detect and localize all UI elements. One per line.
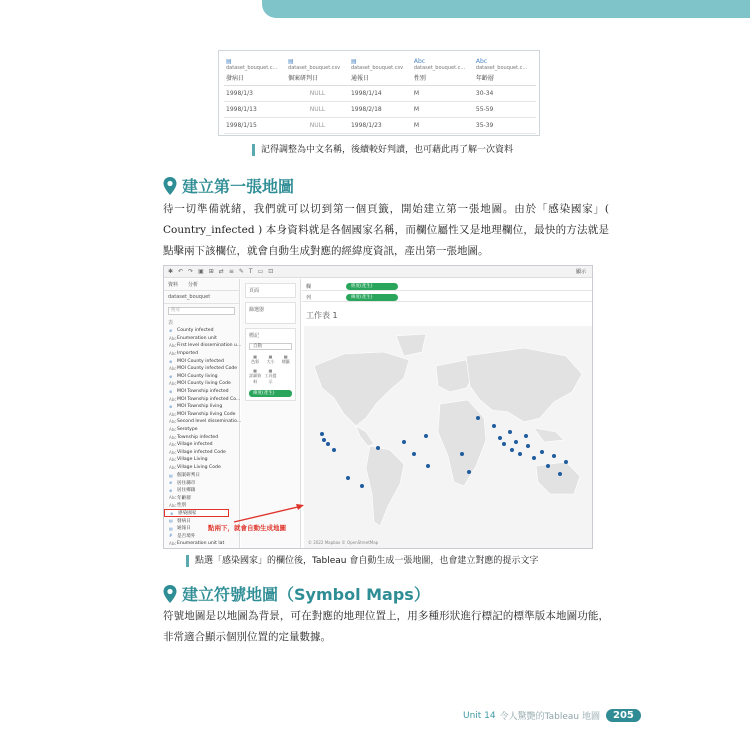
field-item[interactable] [164,441,239,449]
marks-card [245,328,296,401]
table-cell: NULL [286,118,349,134]
field-type-icon: ▤ [350,58,357,65]
table-cell: M [412,102,474,118]
save-icon[interactable]: ▣ [198,268,204,275]
columns-shelf-label: 欄 [306,283,312,290]
field-name: Second level disseminatio... [177,419,242,425]
field-item[interactable] [164,388,239,396]
field-name: Village infected Code [177,449,226,455]
header-band [262,0,750,18]
present-icon[interactable]: ⊡ [268,268,274,275]
field-name: 感染國家 [178,511,197,517]
field-item[interactable] [164,479,239,487]
field-item[interactable] [164,464,239,472]
country-mark[interactable] [558,472,562,476]
field-type-icon: Abc [169,442,177,448]
mark-button[interactable] [280,354,292,365]
field-type-icon: Abc [169,411,177,417]
field-type-icon: # [169,533,173,539]
field-name: 發病日 [177,518,191,524]
mark-button-label: 標籤 [281,359,290,364]
column-header[interactable] [224,58,286,86]
mark-button-icon: ▦ [253,354,258,359]
country-mark[interactable] [526,444,530,448]
column-name: 發病日 [226,75,245,82]
column-header[interactable] [412,58,474,86]
table-cell: 30-34 [474,86,536,102]
field-type-icon: Abc [413,58,426,65]
country-mark[interactable] [460,452,464,456]
undo-icon[interactable]: ↶ [178,268,184,275]
field-name: 個案研判日 [177,473,200,479]
country-mark[interactable] [508,430,512,434]
country-mark[interactable] [514,440,518,444]
field-name: 年齡層 [177,495,191,501]
field-name: MOI Township living [177,404,223,410]
section-title: 建立第一張地圖 [182,177,295,196]
column-name: 年齡層 [475,75,494,82]
pages-label: 頁面 [249,288,260,294]
field-name: Township infected [177,434,219,440]
column-header[interactable] [474,58,536,86]
field-type-icon: ⊕ [169,404,173,410]
field-type-icon: Abc [169,495,177,501]
country-mark[interactable] [502,442,506,446]
field-name: MOI Township infected [177,389,229,395]
field-item[interactable] [164,418,242,426]
field-type-icon: ▤ [288,58,294,65]
table-cell: 1998/1/14 [349,86,412,102]
country-mark[interactable] [346,476,350,480]
mark-button-icon: ▦ [268,354,273,359]
column-name: 通報日 [350,75,369,82]
field-type-icon: ⊕ [169,358,173,364]
cards-pane [241,279,301,549]
field-item[interactable] [164,357,239,365]
table-cell: 1998/2/18 [349,102,412,118]
field-item[interactable] [164,449,239,457]
section-heading [163,174,294,197]
field-item[interactable] [164,411,239,419]
table-cell: NULL [286,102,349,118]
map-pin-icon [163,177,177,195]
field-type-icon: ▤ [169,472,173,478]
rows-shelf[interactable] [302,293,592,302]
field-item[interactable] [164,532,239,540]
field-type-icon: Abc [169,464,177,470]
page-footer [463,709,641,722]
field-name: Serotype [177,427,198,433]
country-mark[interactable] [498,436,502,440]
field-name: County infected [177,328,214,334]
field-item[interactable] [164,433,239,441]
column-source: dataset_bouquet.c... [475,65,528,71]
field-list [164,327,242,547]
column-name: 個案研判日 [288,75,319,82]
column-header[interactable] [286,58,349,86]
field-item[interactable] [164,509,229,517]
field-type-icon: Abc [169,457,177,463]
labels-icon[interactable]: T [248,268,253,275]
field-item[interactable] [164,456,239,464]
country-mark[interactable] [412,452,416,456]
field-type-icon: ▤ [169,518,173,524]
table-cell: M [412,118,474,134]
table-cell: M [412,86,474,102]
country-mark[interactable] [552,454,556,458]
country-mark[interactable] [426,464,430,468]
table-cell: NULL [286,86,349,102]
mark-button[interactable] [249,354,261,365]
field-name: MOI County infected Code [177,366,238,372]
country-mark[interactable] [492,424,496,428]
table-row [224,118,536,134]
field-name: Village infected [177,442,213,448]
field-type-icon: Abc [169,540,177,546]
sheet-title: 工作表 1 [306,311,338,320]
marks-label: 標記 [249,333,260,339]
field-type-icon: Abc [475,58,488,65]
field-name: Enumeration unit [177,335,217,341]
field-name: MOI Township living Code [177,411,236,417]
column-source: dataset_bouquet.csv [350,65,404,71]
field-type-icon: Abc [169,434,177,440]
figure-caption: 記得調整為中文名稱，後續較好判讀，也可藉此再了解一次資料 [252,144,532,156]
field-search-input[interactable]: 搜尋 [168,307,235,315]
field-type-icon: ⊕ [169,373,173,379]
figure-caption-2: 點選「感染國家」的欄位後，Tableau 會自動生成一張地圖，也會建立對應的提示文字 [186,555,586,567]
filters-card [245,302,296,324]
country-mark[interactable] [326,442,330,446]
map-credit: © 2022 Mapbox © OpenStreetMap [308,540,379,545]
field-item[interactable] [164,403,239,411]
field-name: 性別 [177,503,187,509]
data-pane-tabs [164,279,239,291]
column-name: 性別 [413,75,426,82]
show-me-button[interactable]: 顯示 [575,269,586,275]
field-item[interactable] [164,365,239,373]
field-name: 居住縣市 [177,480,196,486]
field-type-icon: Abc [169,396,177,402]
field-item[interactable] [164,327,239,335]
table-row [224,86,536,102]
field-type-icon: ⊕ [169,480,173,486]
sort-icon[interactable]: ≡ [228,268,234,275]
field-type-icon: Abc [169,381,177,387]
country-mark[interactable] [564,460,568,464]
data-preview-table [218,50,540,136]
field-item[interactable] [164,342,242,350]
tableau-logo-icon[interactable]: ✱ [168,268,174,275]
table-row [224,102,536,118]
field-type-icon: Abc [169,419,177,425]
table-cell: 1998/1/13 [224,102,286,118]
new-sheet-icon[interactable]: ⊞ [208,268,214,275]
field-type-icon: ▤ [169,525,173,531]
field-item[interactable] [164,380,239,388]
world-map [304,326,592,548]
redo-icon[interactable]: ↷ [188,268,194,275]
map-pin-icon [163,585,177,603]
mark-type-select[interactable]: 自動 [249,343,292,350]
field-name: 通報日 [177,526,191,532]
field-name: Village Living [177,457,208,463]
mark-button[interactable] [264,368,276,385]
field-type-icon: ▤ [226,58,232,65]
country-mark[interactable] [322,438,326,442]
mark-button-label: 大小 [266,359,275,364]
mark-button-icon: ▦ [283,354,288,359]
footer-title: 令人驚艷的Tableau 地圖 [499,712,600,722]
field-name: 居住鄉鎮 [177,488,196,494]
country-mark[interactable] [467,470,471,474]
fit-icon[interactable]: ▭ [257,268,264,275]
country-mark[interactable] [476,416,480,420]
field-type-icon: ⊕ [169,389,173,395]
mark-button-label: 色彩 [251,359,260,364]
table-cell: 1998/1/15 [224,118,286,134]
tab-analytics[interactable]: 分析 [188,282,199,288]
field-item[interactable] [164,471,239,479]
field-item[interactable] [164,373,239,381]
field-item[interactable] [164,502,239,510]
field-name: MOI Township infected Co... [177,396,241,402]
country-mark[interactable] [510,448,514,452]
page-number: 205 [606,709,641,722]
section-title-2: 建立符號地圖（Symbol Maps） [182,585,430,604]
body-paragraph: 待一切準備就緒，我們就可以切到第一個頁籤，開始建立第一張地圖。由於「感染國家」( Country_infected ) 本身資料就是各個國家名稱，而欄位屬性又是地理欄位，最快的方法就是點擊兩下該欄位，就會自動生成對應的經緯度資訊，產出第一張地圖。 [163,203,609,257]
rows-pill[interactable]: 緯度(產生) [346,294,398,301]
column-header[interactable] [349,58,412,86]
columns-pill[interactable]: 經度(產生) [346,283,398,290]
footer-unit: Unit 14 [463,710,496,721]
field-type-icon: Abc [169,335,177,341]
field-name: MOI County living [177,373,218,379]
filters-label: 篩選器 [249,307,265,313]
tab-data[interactable]: 資料 [168,282,179,288]
field-type-icon: Abc [169,351,177,357]
column-source: dataset_bouquet.c... [226,65,278,71]
tables-label: 表 [168,320,174,326]
field-type-icon: Abc [169,343,177,349]
country-mark[interactable] [546,464,550,468]
field-type-icon: Abc [169,427,177,433]
table-cell: 35-39 [474,118,536,134]
field-type-icon: ⊕ [170,510,174,516]
table-cell: 1998/1/23 [349,118,412,134]
data-grid [224,58,536,134]
column-source: dataset_bouquet.csv [288,65,341,71]
country-mark[interactable] [360,484,364,488]
field-item[interactable] [164,395,239,403]
field-name: Village Living Code [177,464,221,470]
field-item[interactable] [164,494,239,502]
country-mark[interactable] [376,446,380,450]
field-name: MOI County living Code [177,381,231,387]
country-mark[interactable] [532,456,536,460]
country-mark[interactable] [402,440,406,444]
mark-button[interactable] [264,354,276,365]
field-name: Enumeration unit lat [177,540,225,546]
section-heading-2 [163,582,430,605]
highlight-icon[interactable]: ✎ [238,268,244,275]
table-cell: 55-59 [474,102,536,118]
field-name: 是否境外 [177,533,196,539]
country-mark[interactable] [524,434,528,438]
toolbar [164,266,592,278]
body-paragraph-2: 符號地圖是以地圖為背景，可在對應的地理位置上，用多種形狀進行標記的標準版本地圖功能，非常適合顯示個別位置的定量數據。 [163,610,609,643]
field-name: Imported [177,351,198,357]
field-item[interactable] [164,540,239,548]
country-mark[interactable] [518,452,522,456]
field-type-icon: ⊕ [169,487,173,493]
datasource-name[interactable]: dataset_bouquet [164,291,239,304]
column-source: dataset_bouquet.c... [413,65,466,71]
mark-button-label: 工具提示 [264,373,277,384]
table-cell: 1998/1/3 [224,86,286,102]
field-type-icon: ⊕ [169,328,173,334]
mark-button[interactable] [249,368,261,385]
field-item[interactable] [164,486,239,494]
swap-icon[interactable]: ⇄ [218,268,224,275]
country-mark[interactable] [540,450,544,454]
country-mark[interactable] [320,432,324,436]
field-name: MOI County infected [177,358,224,364]
data-pane [164,279,240,549]
tableau-screenshot [163,265,593,549]
callout-text: 點兩下，就會自動生成地圖 [208,524,286,532]
mark-button-icon: ▦ [253,368,258,373]
field-item[interactable] [164,335,239,343]
field-item[interactable] [164,350,239,358]
field-item[interactable] [164,426,239,434]
field-type-icon: Abc [169,449,177,455]
country-mark[interactable] [332,448,336,452]
country-mark[interactable] [424,434,428,438]
columns-shelf[interactable] [302,282,592,291]
mark-button-label: 詳細資料 [249,373,262,384]
rows-shelf-label: 列 [306,294,312,301]
field-type-icon: Abc [169,502,177,508]
field-name: First level dissemination u... [177,343,242,349]
mark-buttons [249,354,292,385]
pages-card [245,283,296,298]
detail-pill[interactable]: 緯度(產生) [249,390,292,397]
mark-button-icon: ▦ [268,368,273,373]
field-type-icon: Abc [169,366,177,372]
